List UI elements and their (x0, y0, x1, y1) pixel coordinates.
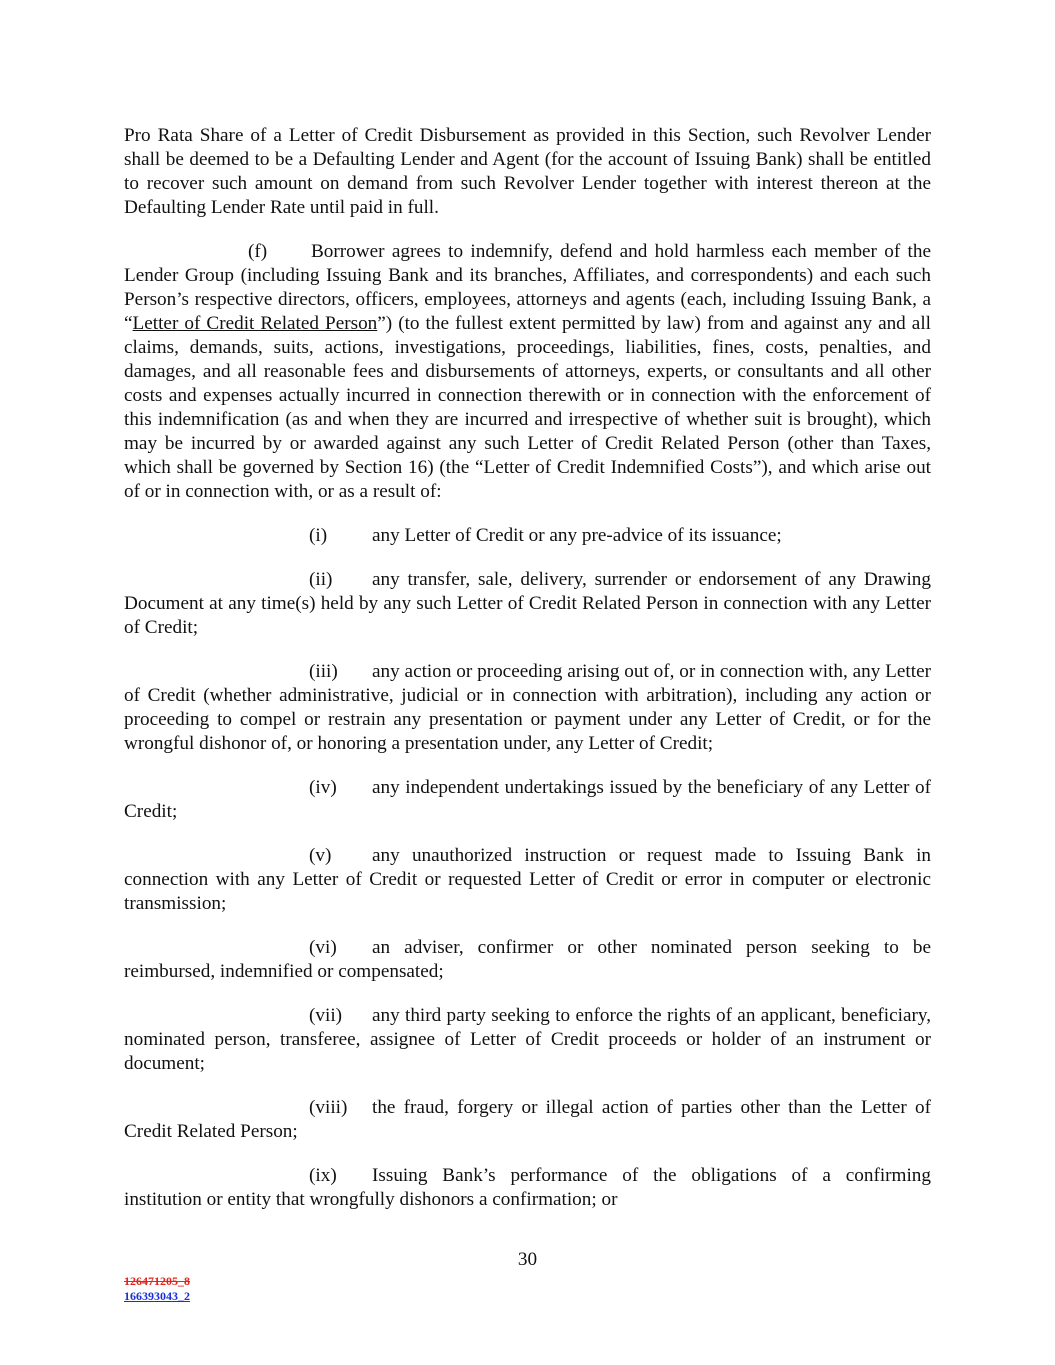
item-text: an adviser, confirmer or other nominated person seeking to be reimbursed, indemnified or compensated; (124, 937, 931, 982)
item-label: (ix) (309, 1165, 337, 1186)
document-body (124, 124, 931, 1212)
defined-term-letter-of-credit-related-person: Letter of Credit Related Person (132, 313, 378, 334)
item-label: (v) (309, 845, 332, 866)
item-vii (124, 1004, 931, 1076)
item-label: (viii) (309, 1097, 348, 1118)
section-f-text-b: ”) (to the fullest extent permitted by law) from and against any and all claims, demands, suits, actions, investigations, proceedings, liabilities, fines, costs, penalties, and damages, and all reasonable fees and disbursements of attorneys, experts, or consultants and all other costs and expenses actually incurred in connection therewith or in connection with the enforcement of this indemnification (as and when they are incurred and irrespective of whether suit is brought), which may be incurred by or awarded against any such Letter of Credit Related Person (other than Taxes, which shall be governed by Section 16) (the “Letter of Credit Indemnified Costs”), and which arise out of or in connection with, or as a result of: (124, 313, 931, 502)
doc-id-inserted: 166393043_2 (124, 1289, 190, 1303)
item-viii (124, 1096, 931, 1144)
item-text: the fraud, forgery or illegal action of parties other than the Letter of Credit Related Person; (124, 1097, 931, 1142)
page-number: 30 (517, 1249, 538, 1270)
item-text: any independent undertakings issued by the beneficiary of any Letter of Credit; (124, 777, 931, 822)
section-f-label: (f) (248, 241, 268, 262)
item-text: any third party seeking to enforce the rights of an applicant, beneficiary, nominated person, transferee, assignee of Letter of Credit proceeds or holder of an instrument or document; (124, 1005, 931, 1074)
item-text: any unauthorized instruction or request made to Issuing Bank in connection with any Letter of Credit or requested Letter of Credit or error in computer or electronic transmission; (124, 845, 931, 914)
item-text: Issuing Bank’s performance of the obligations of a confirming institution or entity that wrongfully dishonors a confirmation; or (124, 1165, 931, 1210)
section-f-paragraph (124, 240, 931, 504)
section-f-text-a: Borrower agrees to indemnify, defend and hold harmless each member of the Lender Group (including Issuing Bank and its branches, Affiliates, and correspondents) and each such Person’s respective directors, officers, employees, attorneys and agents (each, including Issuing Bank, a “ (124, 241, 931, 334)
item-v (124, 844, 931, 916)
item-ix (124, 1164, 931, 1212)
item-label: (iv) (309, 777, 337, 798)
item-vi (124, 936, 931, 984)
item-label: (vii) (309, 1005, 343, 1026)
item-label: (iii) (309, 661, 338, 682)
intro-paragraph: Pro Rata Share of a Letter of Credit Disbursement as provided in this Section, such Revolver Lender shall be deemed to be a Defaulting Lender and Agent (for the account of Issuing Bank) shall be entitled to recover such amount on demand from such Revolver Lender together with interest thereon at the Defaulting Lender Rate until paid in full. (124, 125, 931, 218)
item-text: any action or proceeding arising out of, or in connection with, any Letter of Credit (whether administrative, judicial or in connection with arbitration), including any action or proceeding to compel or restrain any presentation or payment under any Letter of Credit, or for the wrongful dishonor of, or honoring a presentation under, any Letter of Credit; (124, 661, 931, 754)
item-label: (vi) (309, 937, 337, 958)
item-text: any transfer, sale, delivery, surrender or endorsement of any Drawing Document at any time(s) held by any such Letter of Credit Related Person in connection with any Letter of Credit; (124, 569, 931, 638)
item-i (124, 524, 931, 548)
item-text: any Letter of Credit or any pre-advice of its issuance; (372, 525, 782, 546)
item-label: (ii) (309, 569, 333, 590)
item-iv (124, 776, 931, 824)
doc-id-deleted: 126471205_8 (124, 1274, 190, 1288)
item-ii (124, 568, 931, 640)
item-label: (i) (309, 525, 328, 546)
item-iii (124, 660, 931, 756)
